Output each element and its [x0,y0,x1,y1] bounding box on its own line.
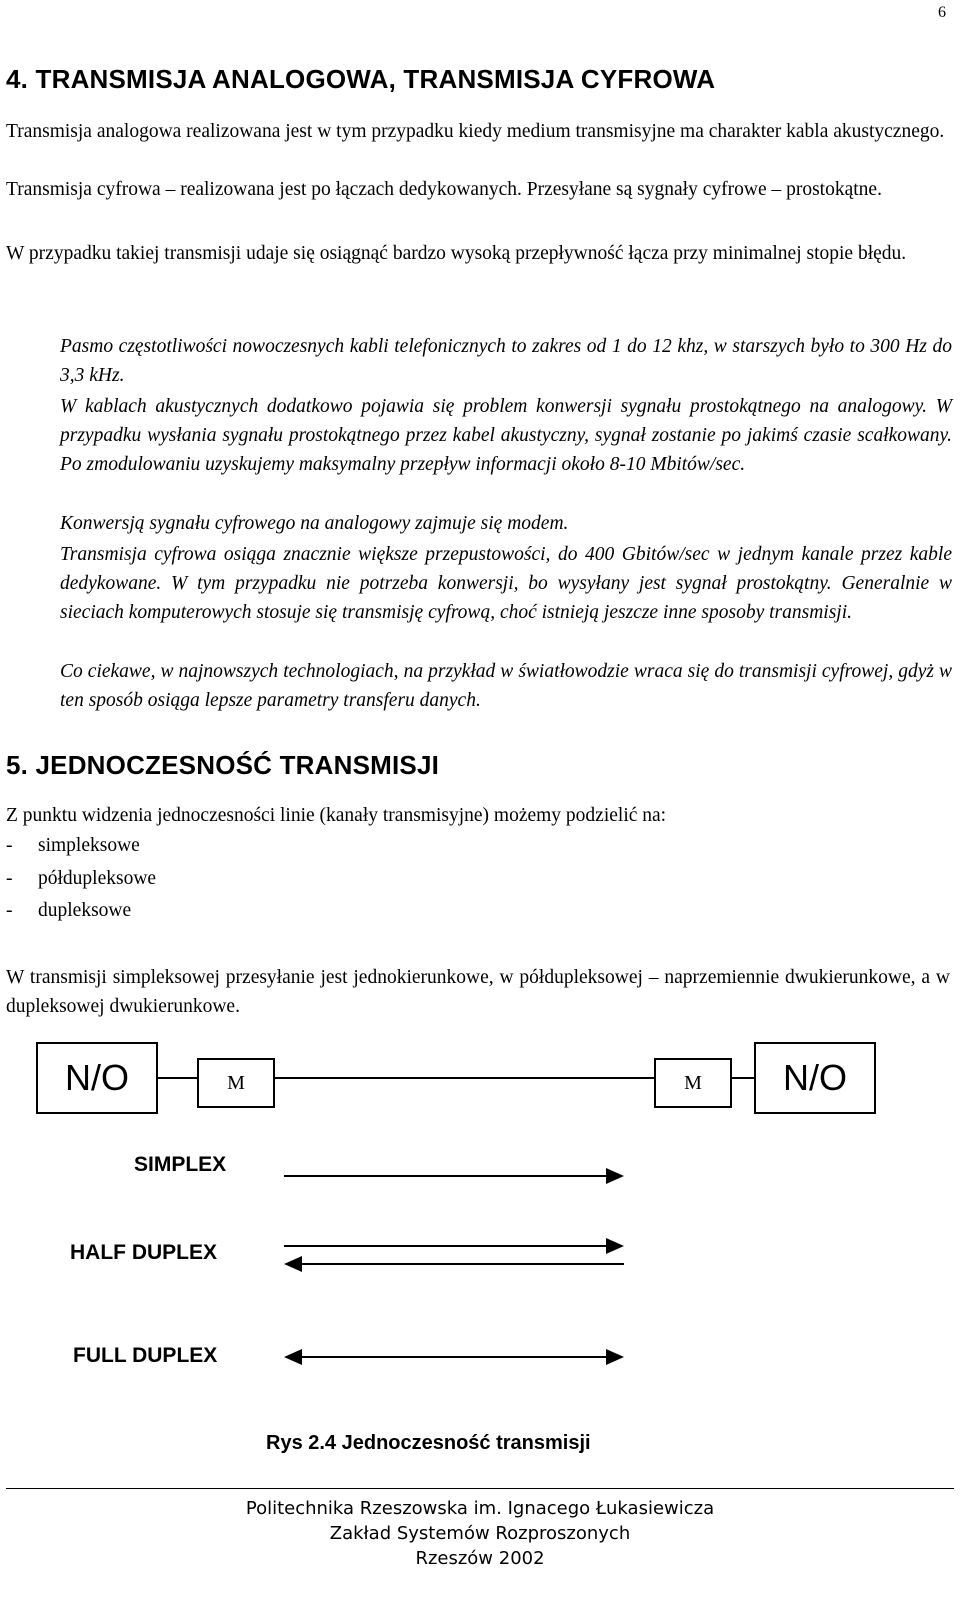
footer-divider [6,1488,954,1489]
footer-department: Zakład Systemów Rozproszonych [329,1523,631,1544]
list-item-text: simpleksowe [38,835,140,856]
footer-university: Politechnika Rzeszowska im. Ignacego Łukasiewicza [245,1498,715,1519]
right-terminal-box: N/O [754,1042,876,1114]
paragraph-analog: Transmisja analogowa realizowana jest w tym przypadku kiedy medium transmisyjne ma charakter kabla akustycznego. [6,121,945,142]
list-item-text: półdupleksowe [38,867,157,889]
italic-paragraph-conversion: W kablach akustycznych dodatkowo pojawia się problem konwersji sygnału prostokątnego na analogowy. W przypadku wysłania sygnału prostokątnego przez kabel akustyczny, sygnał zostanie po jakimś czasie scałkowany. Po zmodulowaniu uzyskujemy maksymalny przepływ informacji około 8-10 Mbitów/sec. [60,396,952,475]
paragraph-intro: Z punktu widzenia jednoczesności linie (kanały transmisyjne) możemy podzielić na: [6,805,667,826]
half-duplex-arrow-right [284,1238,624,1254]
paragraph-summary: W transmisji simpleksowej przesyłanie jest jednokierunkowe, w półdupleksowej – naprzemiennie dwukierunkowe, a w dupleksowej dwukierunkowe. [6,967,950,1017]
full-duplex-label: FULL DUPLEX [73,1344,218,1367]
list-dash: - [6,867,13,889]
figure-caption: Rys 2.4 Jednoczesność transmisji [266,1432,591,1454]
page-number: 6 [938,4,946,21]
left-terminal-box: N/O [36,1042,158,1114]
italic-paragraph-modem: Konwersją sygnału cyfrowego na analogowy zajmuje się modem. [60,513,569,534]
section-5-heading: 5. JEDNOCZESNOŚĆ TRANSMISJI [6,750,440,780]
paragraph-throughput: W przypadku takiej transmisji udaje się osiągnąć bardzo wysoką przepływność łącza przy minimalnej stopie błędu. [6,243,907,264]
left-modem-box: M [197,1058,275,1108]
footer-place-year: Rzeszów 2002 [415,1548,545,1569]
full-duplex-arrow [284,1349,624,1365]
paragraph-digital: Transmisja cyfrowa – realizowana jest po łączach dedykowanych. Przesyłane są sygnały cyfrowe – prostokątne. [6,179,882,200]
list-dash: - [6,835,13,856]
italic-paragraph-fiber: Co ciekawe, w najnowszych technologiach, na przykład w światłowodzie wraca się do transmisji cyfrowej, gdyż w ten sposób osiąga lepsze parametry transferu danych. [60,661,952,711]
list-dash: - [6,900,13,921]
half-duplex-arrow-left [284,1256,624,1272]
right-modem-box: M [654,1058,732,1108]
italic-paragraph-digital-capacity: Transmisja cyfrowa osiąga znacznie większe przepustowości, do 400 Gbitów/sec w jednym kanale przez kable dedykowane. W tym przypadku nie potrzeba konwersji, bo wysyłany jest sygnał prostokątny. Generalnie w sieciach komputerowych stosuje się transmisję cyfrową, choć istnieją jeszcze inne sposoby transmisji. [60,544,952,623]
half-duplex-label: HALF DUPLEX [70,1241,217,1264]
list-item-text: dupleksowe [38,900,132,921]
simplex-label: SIMPLEX [134,1153,227,1176]
italic-paragraph-bandwidth: Pasmo częstotliwości nowoczesnych kabli telefonicznych to zakres od 1 do 12 khz, w starszych było to 300 Hz do 3,3 kHz. [60,336,952,386]
section-4-heading: 4. TRANSMISJA ANALOGOWA, TRANSMISJA CYFROWA [6,64,716,94]
simplex-arrow [284,1168,624,1184]
